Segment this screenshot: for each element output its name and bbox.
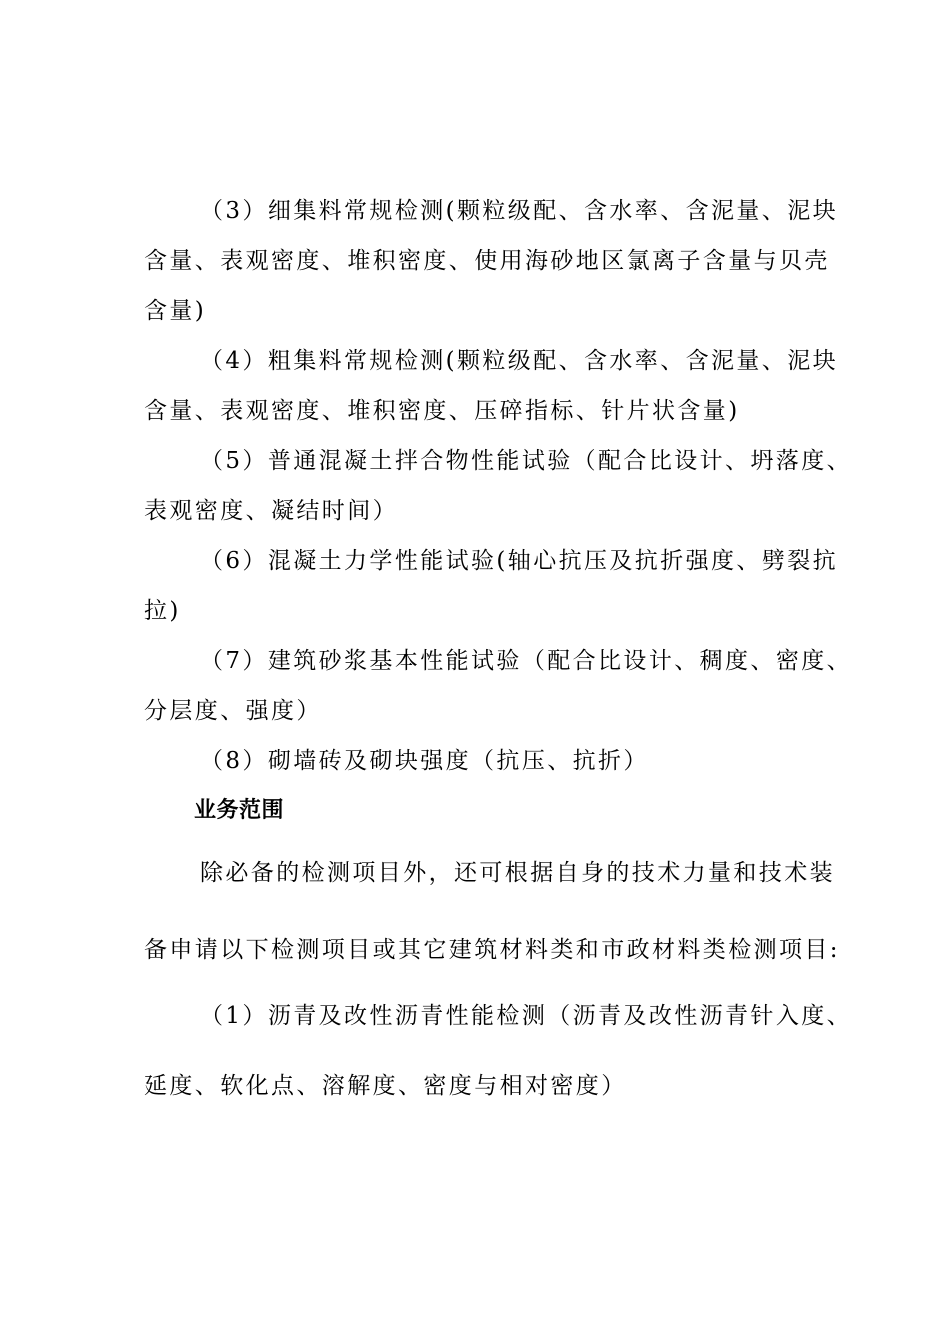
scope-paragraph-line-1: 除必备的检测项目外，还可根据自身的技术力量和技术装 xyxy=(200,860,835,886)
item-3-line-2: 含量、表观密度、堆积密度、使用海砂地区氯离子含量与贝壳 xyxy=(144,248,830,274)
item-5-line-2: 表观密度、凝结时间） xyxy=(144,498,398,524)
item-8-line-1: （8）砌墙砖及砌块强度（抗压、抗折） xyxy=(200,748,649,774)
item-4-line-1: （4）粗集料常规检测(颗粒级配、含水率、含泥量、泥块 xyxy=(200,348,839,374)
item-7-line-1: （7）建筑砂浆基本性能试验（配合比设计、稠度、密度、 xyxy=(200,648,853,674)
section-heading: 业务范围 xyxy=(194,798,285,823)
item-6-line-1: （6）混凝土力学性能试验(轴心抗压及抗折强度、劈裂抗 xyxy=(200,548,839,574)
item-7-line-2: 分层度、强度） xyxy=(144,698,322,724)
item-3-line-3: 含量) xyxy=(144,298,207,324)
item-4-line-2: 含量、表观密度、堆积密度、压碎指标、针片状含量) xyxy=(144,398,740,424)
scope-paragraph-line-2: 备申请以下检测项目或其它建筑材料类和市政材料类检测项目: xyxy=(144,937,840,963)
scope-item-1-line-2: 延度、软化点、溶解度、密度与相对密度） xyxy=(144,1073,627,1099)
item-3-line-1: （3）细集料常规检测(颗粒级配、含水率、含泥量、泥块 xyxy=(200,198,839,224)
item-6-line-2: 拉) xyxy=(144,598,181,624)
scope-item-1-line-1: （1）沥青及改性沥青性能检测（沥青及改性沥青针入度、 xyxy=(200,1003,853,1029)
item-5-line-1: （5）普通混凝土拌合物性能试验（配合比设计、坍落度、 xyxy=(200,448,853,474)
